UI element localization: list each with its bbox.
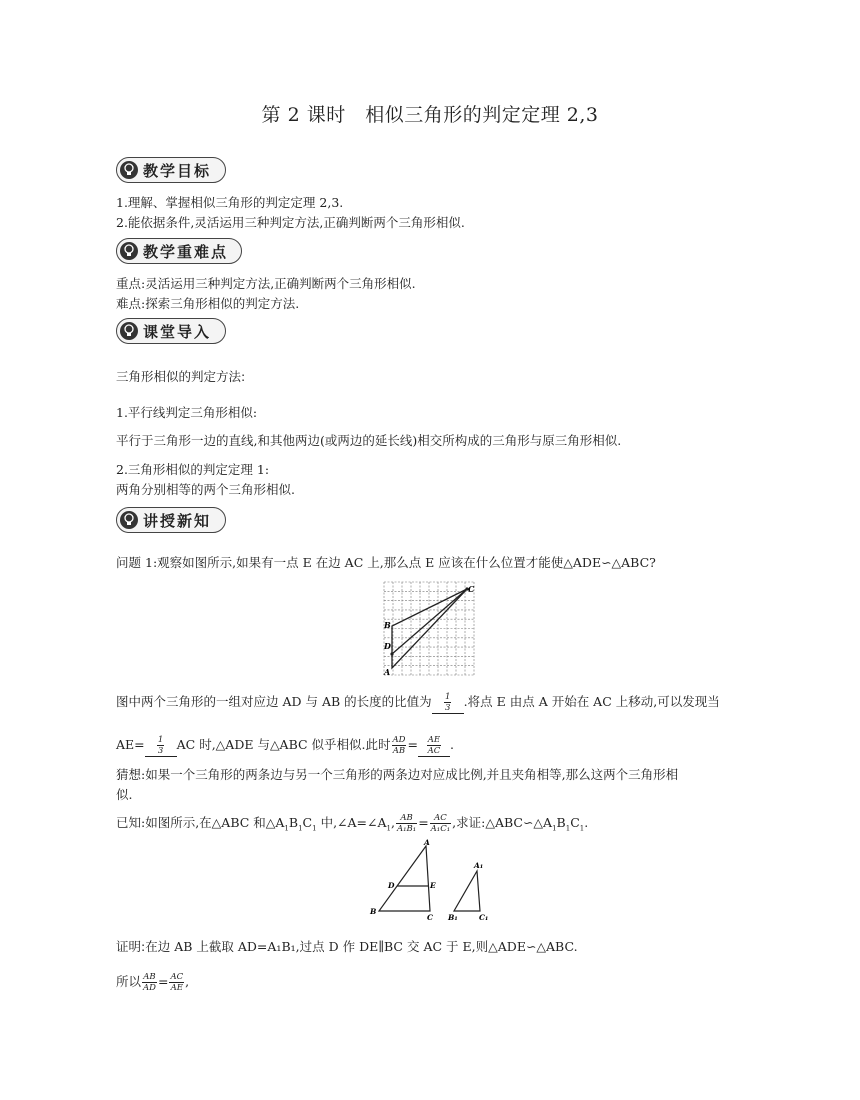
triangle-a1b1c1 bbox=[454, 871, 480, 911]
bulb-icon bbox=[119, 160, 139, 180]
label-d: D bbox=[388, 881, 395, 890]
text-run: 中,∠A=∠A bbox=[316, 815, 387, 830]
fraction-ad-ab bbox=[392, 735, 407, 756]
denominator: 3 bbox=[157, 746, 164, 756]
proof-line bbox=[116, 937, 578, 955]
ratio-paragraph bbox=[116, 692, 720, 714]
label-b: B bbox=[370, 907, 377, 916]
label-b: B bbox=[384, 620, 391, 630]
denominator: 3 bbox=[444, 703, 451, 713]
text-run: AB bbox=[170, 939, 197, 954]
keypoint-line: 重点:灵活运用三种判定方法,正确判断两个三角形相似. bbox=[116, 276, 416, 291]
text-run: AD=A₁B₁, bbox=[233, 939, 300, 954]
text-run: , bbox=[391, 815, 395, 830]
subscript: 1 bbox=[386, 824, 391, 833]
conjecture-line: 似. bbox=[116, 787, 133, 802]
label-a1: A₁ bbox=[474, 861, 484, 870]
section-title: 教学目标 bbox=[143, 161, 212, 180]
answer-blank bbox=[432, 692, 464, 714]
text-run: 图中两个三角形的一组对应边 AD 与 AB 的长度的比值为 bbox=[116, 694, 432, 709]
bulb-icon bbox=[119, 321, 139, 341]
fraction-ac-ae bbox=[169, 972, 184, 993]
subscript: 1 bbox=[579, 824, 585, 833]
label-c: C bbox=[468, 584, 475, 594]
fraction-ac-a1c1 bbox=[430, 813, 451, 834]
method-title: 2.三角形相似的判定定理 1: bbox=[116, 462, 270, 477]
method-text: 两角分别相等的两个三角形相似. bbox=[116, 482, 295, 497]
numerator: AE bbox=[427, 735, 441, 745]
text-run: △ADE∽△ABC. bbox=[488, 939, 578, 954]
numerator: AB bbox=[396, 813, 417, 824]
text-run: 作 bbox=[342, 939, 356, 954]
denominator: AE bbox=[170, 983, 183, 993]
section-badge-intro bbox=[116, 318, 226, 344]
method-title: 1.平行线判定三角形相似: bbox=[116, 405, 258, 420]
section-badge-keypoints bbox=[116, 238, 242, 264]
goal-line: 1.理解、掌握相似三角形的判定定理 2,3. bbox=[116, 195, 344, 210]
question-text: 1:观察如图所示,如果有一点 E 在边 AC 上,那么点 E 应该在什么位置才能使△ADE∽△ABC? bbox=[141, 555, 656, 570]
numerator: 1 bbox=[444, 692, 451, 702]
denominator: A₁B₁ bbox=[396, 824, 417, 834]
subscript: 1 bbox=[312, 824, 317, 833]
label-c1: C₁ bbox=[479, 913, 489, 922]
bulb-icon bbox=[119, 510, 139, 530]
text-run: AE= bbox=[116, 737, 145, 752]
text-run: 过点 bbox=[299, 939, 325, 954]
so-line bbox=[116, 972, 189, 993]
point-d bbox=[390, 652, 393, 655]
text-run: = bbox=[407, 737, 418, 752]
answer-blank bbox=[418, 735, 450, 757]
text-run: 所以 bbox=[116, 974, 142, 989]
question-label: 问题 bbox=[116, 555, 142, 570]
subscript: 1 bbox=[284, 824, 289, 833]
label-e: E bbox=[430, 881, 436, 890]
denominator: AD bbox=[143, 983, 156, 993]
section-title: 教学重难点 bbox=[143, 242, 229, 261]
text-run: 则 bbox=[475, 939, 489, 954]
fraction bbox=[444, 692, 451, 713]
section-badge-new bbox=[116, 507, 226, 533]
text-run: D bbox=[324, 939, 343, 954]
label-d: D bbox=[384, 641, 391, 651]
label-a: A bbox=[384, 667, 391, 677]
text-run: B bbox=[288, 815, 299, 830]
ae-paragraph bbox=[116, 735, 454, 757]
label-b1: B₁ bbox=[448, 913, 458, 922]
text-run: . bbox=[449, 737, 454, 752]
denominator: AB bbox=[392, 746, 406, 756]
keypoint-line: 难点:探索三角形相似的判定方法. bbox=[116, 296, 300, 311]
text-run: AC bbox=[419, 939, 447, 954]
numerator: AC bbox=[170, 972, 184, 982]
method-text: 平行于三角形一边的直线,和其他两边(或两边的延长线)相交所构成的三角形与原三角形相似. bbox=[116, 433, 622, 448]
given-line: 已知:如图所示,在△ABC 和$\triangle A_1B_1C_1$ 中$,\angle A=\angle A_1$, $\frac{AB}{\text{A₁B₁}}$ = $\frac{AC}{\text{A₁C₁}}$ ,求证$:\triangle ABC∽\triangle A_1B_1C_1$. bbox=[116, 813, 589, 834]
text-run: 证明:在边 bbox=[116, 939, 171, 954]
text-run: 交 bbox=[406, 939, 420, 954]
fraction-ab-ad bbox=[142, 972, 157, 993]
text-run: ,求证:△ABC∽△A bbox=[452, 815, 553, 830]
numerator: AB bbox=[143, 972, 156, 982]
subscript: 1 bbox=[565, 824, 571, 833]
section-title: 讲授新知 bbox=[143, 511, 212, 530]
text-run: C bbox=[302, 815, 313, 830]
answer-blank bbox=[145, 735, 177, 757]
goal-line: 2.能依据条件,灵活运用三种判定方法,正确判断两个三角形相似. bbox=[116, 215, 465, 230]
section-badge-goals bbox=[116, 157, 226, 183]
text-run: 已知:如图所示,在△ABC 和△A bbox=[116, 815, 285, 830]
text-run: 上截取 bbox=[196, 939, 234, 954]
section-title: 课堂导入 bbox=[143, 322, 212, 341]
numerator: AC bbox=[430, 813, 451, 824]
subscript: 1 bbox=[552, 824, 557, 833]
label-a: A bbox=[424, 838, 430, 847]
fraction bbox=[157, 735, 164, 756]
subscript: 1 bbox=[298, 824, 303, 833]
label-c: C bbox=[427, 913, 433, 922]
fraction-ab-a1b1 bbox=[396, 813, 417, 834]
text-run: B bbox=[556, 815, 566, 830]
text-run: C bbox=[570, 815, 580, 830]
text-run: , bbox=[185, 974, 190, 989]
denominator: A₁C₁ bbox=[430, 824, 451, 834]
text-run: = bbox=[157, 974, 169, 989]
text-run: AC 时,△ADE 与△ABC 似乎相似.此时 bbox=[176, 737, 391, 752]
text-run: E, bbox=[458, 939, 476, 954]
numerator: AD bbox=[392, 735, 406, 745]
text-run: DE∥BC bbox=[355, 939, 407, 954]
denominator: AC bbox=[427, 746, 441, 756]
triangles-figure bbox=[366, 838, 502, 924]
fraction-ae-ac bbox=[427, 735, 442, 756]
triangle-abc bbox=[379, 846, 430, 911]
grid-figure bbox=[380, 580, 482, 678]
text-run: 于 bbox=[446, 939, 459, 954]
conjecture-line: 猜想:如果一个三角形的两条边与另一个三角形的两条边对应成比例,并且夹角相等,那么这两个三角形相 bbox=[116, 767, 679, 782]
bulb-icon bbox=[119, 241, 139, 261]
numerator: 1 bbox=[157, 735, 164, 745]
text-run: . bbox=[584, 815, 589, 830]
question-1 bbox=[116, 553, 656, 571]
page-title: 第 2 课时 相似三角形的判定定理 2,3 bbox=[261, 104, 599, 126]
text-run: .将点 E 由点 A 开始在 AC 上移动,可以发现当 bbox=[463, 694, 720, 709]
intro-heading: 三角形相似的判定方法: bbox=[116, 369, 246, 384]
